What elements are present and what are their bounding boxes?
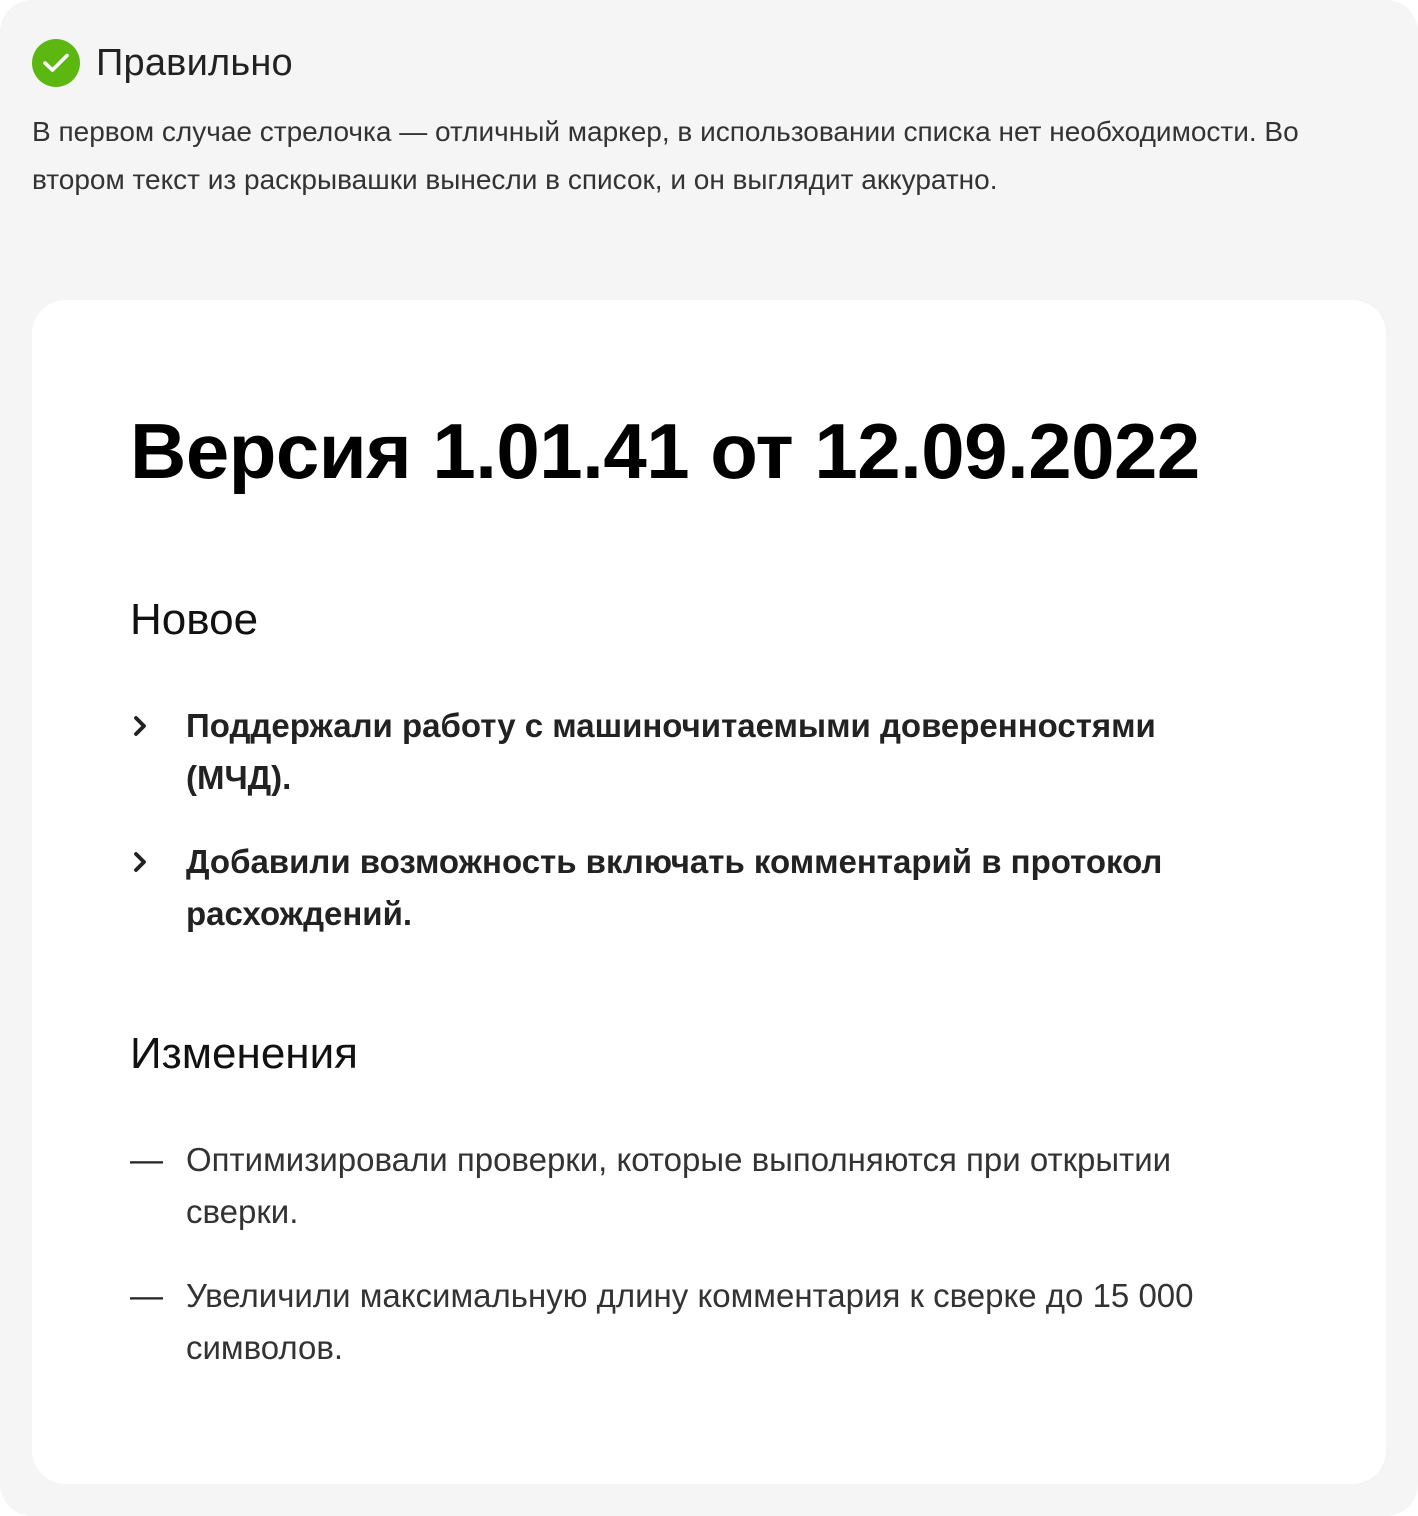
chevron-right-icon xyxy=(130,836,170,888)
list-item xyxy=(130,1134,1270,1238)
list-item-text: Оптимизировали проверки, которые выполняются при открытии сверки. xyxy=(186,1141,1172,1230)
new-features-list xyxy=(130,700,1270,972)
list-item xyxy=(130,836,1270,940)
release-notes-card xyxy=(32,300,1386,1484)
section-title-new: Новое xyxy=(130,595,259,644)
version-title: Версия 1.01.41 от 12.09.2022 xyxy=(130,407,1200,495)
verdict-label: Правильно xyxy=(96,41,293,84)
section-title-changes: Изменения xyxy=(130,1029,358,1078)
dash-marker: — xyxy=(130,1141,163,1178)
explanation-text: В первом случае стрелочка — отличный маркер, в использовании списка нет необходимости. Во втором текст из раскрывашки вынесли в список, и он выглядит аккуратно. xyxy=(32,116,1299,195)
changes-list xyxy=(130,1134,1270,1406)
chevron-right-icon xyxy=(130,700,170,752)
list-item-text: Поддержали работу с машиночитаемыми доверенностями (МЧД). xyxy=(186,707,1156,796)
list-item-text: Увеличили максимальную длину комментария к сверке до 15 000 символов. xyxy=(186,1277,1194,1366)
verdict-header xyxy=(32,38,293,88)
list-item xyxy=(130,1270,1270,1374)
dash-marker: — xyxy=(130,1277,163,1314)
check-circle-icon xyxy=(32,39,80,87)
list-item-text: Добавили возможность включать комментарий в протокол расхождений. xyxy=(186,843,1163,932)
list-item xyxy=(130,700,1270,804)
